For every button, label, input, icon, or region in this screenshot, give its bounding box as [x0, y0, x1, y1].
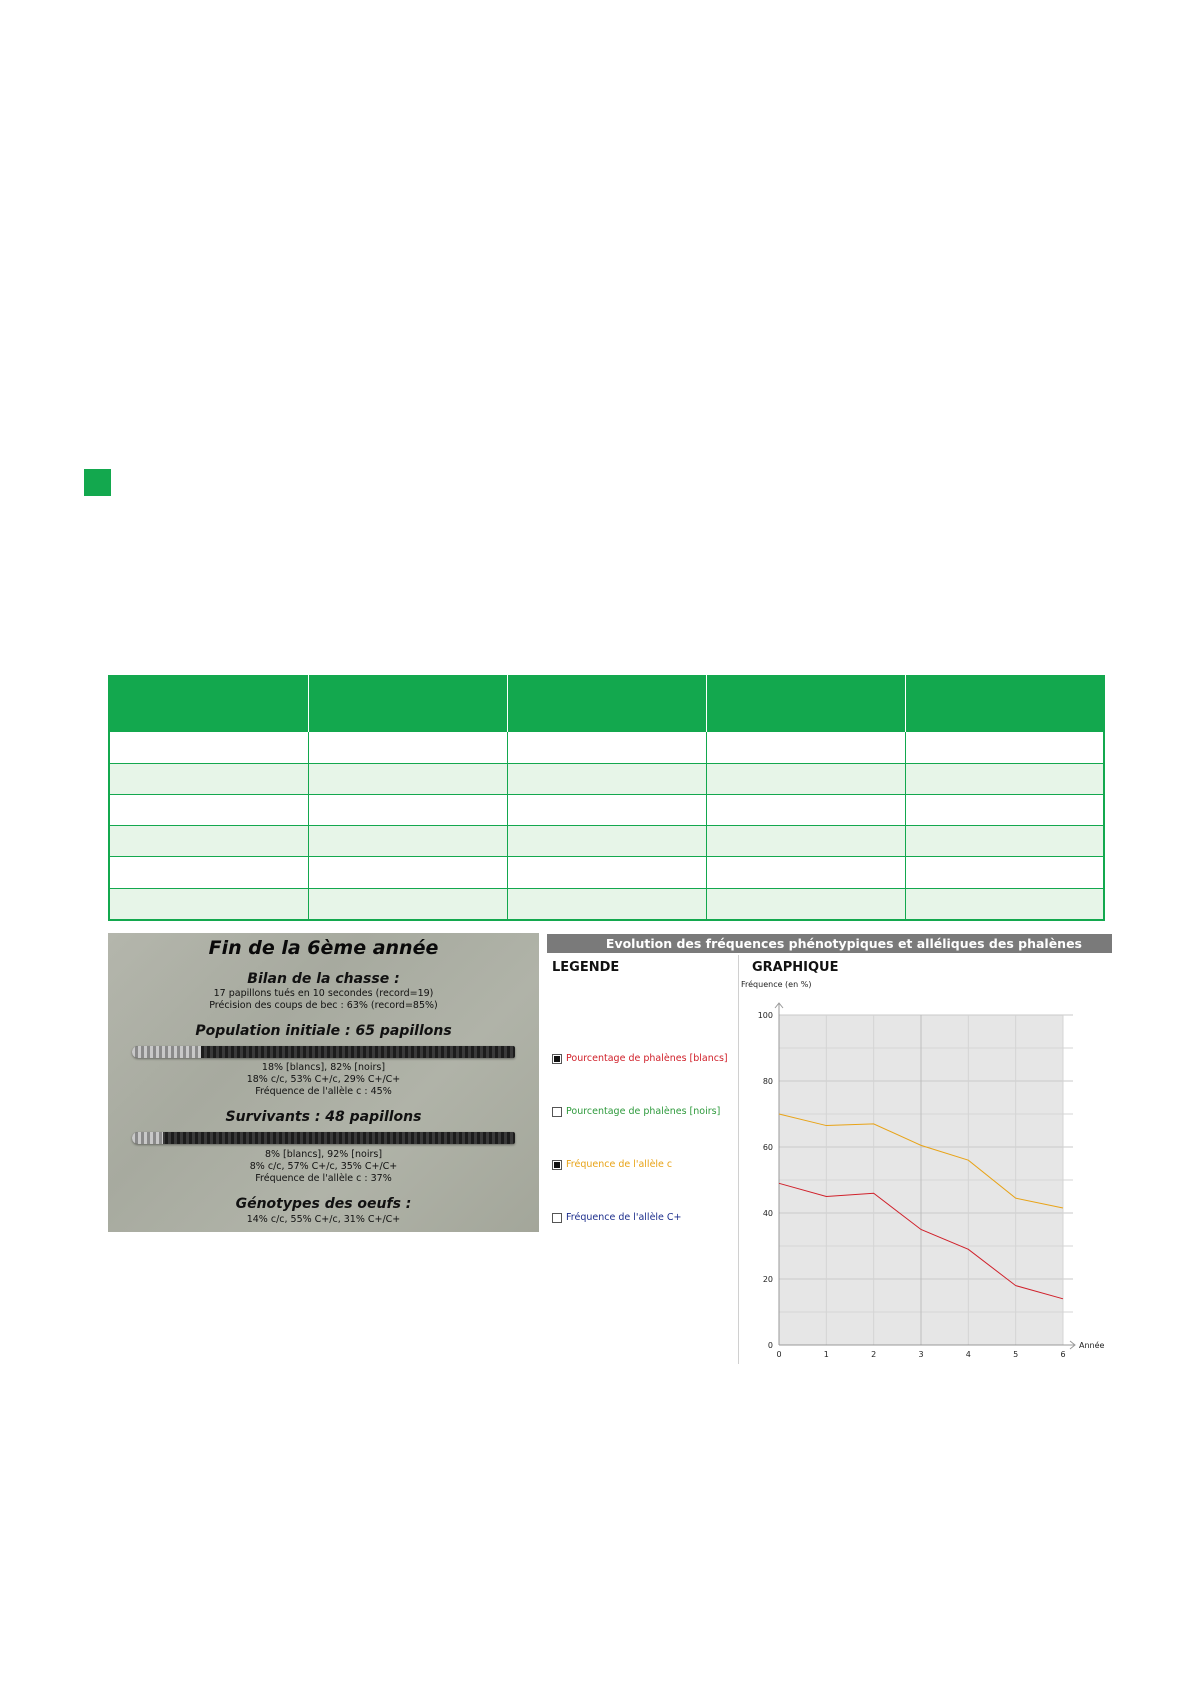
- table-cell[interactable]: [706, 763, 905, 794]
- x-tick-label: 0: [776, 1350, 782, 1359]
- survivors-bar: [132, 1132, 515, 1144]
- simulation-title: Fin de la 6ème année: [208, 937, 439, 959]
- graph-title: GRAPHIQUE: [752, 960, 839, 975]
- data-table: [108, 675, 1105, 921]
- table-cell[interactable]: [308, 732, 507, 763]
- eggs-line-1: 14% c/c, 55% C+/c, 31% C+/C+: [246, 1214, 401, 1225]
- legend-label: Fréquence de l'allèle c: [566, 1159, 673, 1170]
- survivors-white-fraction: [132, 1132, 163, 1144]
- table-cell[interactable]: [905, 732, 1104, 763]
- table-cell[interactable]: [308, 794, 507, 825]
- table-cell[interactable]: [109, 826, 308, 857]
- table-cell[interactable]: [507, 794, 706, 825]
- legend-checkbox[interactable]: [552, 1107, 562, 1117]
- table-cell[interactable]: [109, 763, 308, 794]
- survivors-heading: Survivants : 48 papillons: [225, 1109, 422, 1125]
- x-tick-label: 3: [918, 1350, 924, 1359]
- table-header-cell: [507, 675, 706, 732]
- x-tick-label: 2: [871, 1350, 877, 1359]
- y-tick-label: 80: [762, 1077, 773, 1086]
- legend-checkbox[interactable]: [552, 1054, 562, 1064]
- table-cell[interactable]: [109, 857, 308, 888]
- legend-item-white-moths[interactable]: [552, 1053, 728, 1066]
- x-tick-label: 1: [823, 1350, 829, 1359]
- hunt-line-1: 17 papillons tués en 10 secondes (record=19): [213, 988, 434, 999]
- legend-item-black-moths[interactable]: [552, 1106, 720, 1119]
- y-tick-label: 20: [762, 1275, 773, 1284]
- table-cell[interactable]: [507, 857, 706, 888]
- survivors-line-2: 8% c/c, 57% C+/c, 35% C+/C+: [249, 1161, 398, 1172]
- table-cell[interactable]: [109, 732, 308, 763]
- table-cell[interactable]: [109, 888, 308, 920]
- table-cell[interactable]: [706, 732, 905, 763]
- table-header-row: [109, 675, 1104, 732]
- table-cell[interactable]: [905, 794, 1104, 825]
- table-cell[interactable]: [308, 888, 507, 920]
- x-tick-label: 6: [1060, 1350, 1066, 1359]
- table-cell[interactable]: [706, 826, 905, 857]
- initial-line-2: 18% c/c, 53% C+/c, 29% C+/C+: [246, 1074, 401, 1085]
- initial-line-1: 18% [blancs], 82% [noirs]: [261, 1062, 386, 1073]
- legend-title: LEGENDE: [552, 960, 620, 975]
- table-row: [109, 888, 1104, 920]
- legend-label: Pourcentage de phalènes [blancs]: [566, 1053, 728, 1064]
- table-header-cell: [706, 675, 905, 732]
- hunt-heading: Bilan de la chasse :: [247, 971, 400, 987]
- table-cell[interactable]: [706, 794, 905, 825]
- table-cell[interactable]: [905, 857, 1104, 888]
- table-cell[interactable]: [308, 826, 507, 857]
- survivors-line-3: Fréquence de l'allèle c : 37%: [255, 1173, 392, 1184]
- table-cell[interactable]: [706, 888, 905, 920]
- initial-white-fraction: [132, 1046, 201, 1058]
- table-cell[interactable]: [905, 763, 1104, 794]
- survivors-line-1: 8% [blancs], 92% [noirs]: [264, 1149, 383, 1160]
- section-marker: [84, 469, 111, 496]
- table-cell[interactable]: [507, 888, 706, 920]
- legend-label: Pourcentage de phalènes [noirs]: [566, 1106, 721, 1117]
- x-tick-label: 5: [1013, 1350, 1019, 1359]
- y-tick-label: 0: [767, 1341, 773, 1350]
- y-tick-label: 60: [762, 1143, 773, 1152]
- legend-item-allele-c[interactable]: [552, 1159, 672, 1172]
- table-row: [109, 857, 1104, 888]
- x-tick-label: 4: [965, 1350, 971, 1359]
- table-cell[interactable]: [109, 794, 308, 825]
- table-cell[interactable]: [507, 732, 706, 763]
- table-row: [109, 763, 1104, 794]
- eggs-heading: Génotypes des oeufs :: [235, 1196, 412, 1212]
- y-tick-label: 40: [762, 1209, 773, 1218]
- table-row: [109, 732, 1104, 763]
- hunt-line-2: Précision des coups de bec : 63% (record=85%): [209, 1000, 438, 1011]
- table-cell[interactable]: [308, 763, 507, 794]
- legend-label: Fréquence de l'allèle C+: [566, 1212, 682, 1223]
- chart-header: Evolution des fréquences phénotypiques et alléliques des phalènes: [547, 934, 1112, 953]
- legend-item-allele-cplus[interactable]: [552, 1212, 682, 1225]
- table-cell[interactable]: [905, 826, 1104, 857]
- table-cell[interactable]: [507, 763, 706, 794]
- frequency-line-chart: [739, 980, 1111, 1365]
- table-cell[interactable]: [905, 888, 1104, 920]
- y-axis-label: Fréquence (en %): [741, 980, 812, 989]
- simulation-panel: [108, 933, 539, 1232]
- table-row: [109, 794, 1104, 825]
- initial-population-bar: [132, 1046, 515, 1058]
- x-axis-label: Année: [1079, 1341, 1105, 1350]
- table-cell[interactable]: [706, 857, 905, 888]
- table-header-cell: [905, 675, 1104, 732]
- table-header-cell: [308, 675, 507, 732]
- legend-checkbox[interactable]: [552, 1160, 562, 1170]
- table-cell[interactable]: [507, 826, 706, 857]
- y-tick-label: 100: [757, 1011, 773, 1020]
- initial-line-3: Fréquence de l'allèle c : 45%: [255, 1086, 392, 1097]
- table-row: [109, 826, 1104, 857]
- initial-population-heading: Population initiale : 65 papillons: [195, 1023, 452, 1039]
- table-header-cell: [109, 675, 308, 732]
- legend-checkbox[interactable]: [552, 1213, 562, 1223]
- table-cell[interactable]: [308, 857, 507, 888]
